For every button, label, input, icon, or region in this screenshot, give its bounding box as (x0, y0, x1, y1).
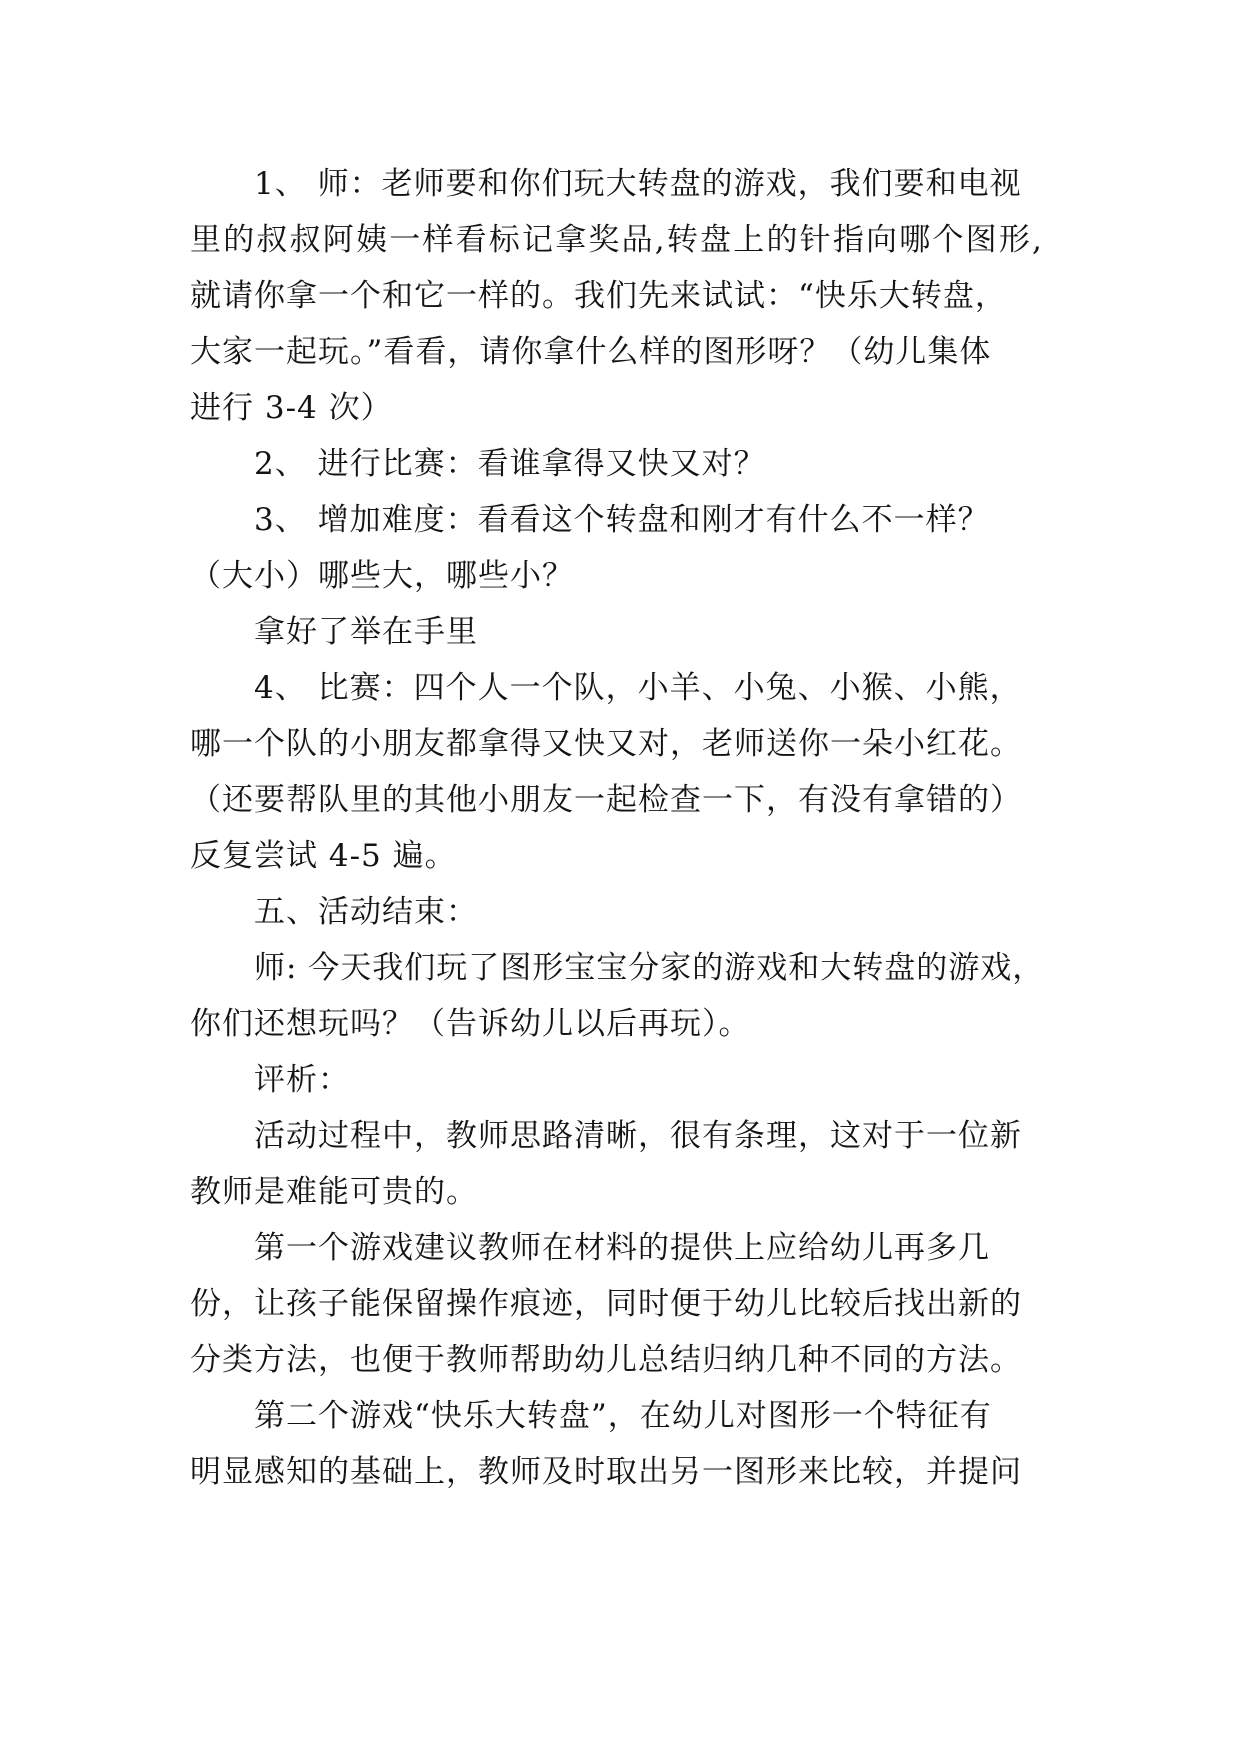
text-line: 你们还想玩吗？（告诉幼儿以后再玩）。 (190, 1006, 751, 1042)
text-line: 进行 3-4 次） (190, 390, 393, 426)
text-line: 1、 师：老师要和你们玩大转盘的游戏，我们要和电视 (254, 166, 1022, 202)
text-line: 师: 今天我们玩了图形宝宝分家的游戏和大转盘的游戏， (254, 950, 1045, 986)
text-line: 3、 增加难度：看看这个转盘和刚才有什么不一样？ (254, 502, 990, 538)
text-line: （还要帮队里的其他小朋友一起检查一下，有没有拿错的） (190, 782, 1022, 818)
section-heading: 五、活动结束： (254, 894, 478, 930)
text-line: 分类方法，也便于教师帮助幼儿总结归纳几种不同的方法。 (190, 1342, 1022, 1378)
text-line: 第一个游戏建议教师在材料的提供上应给幼儿再多几 (254, 1230, 990, 1266)
section-heading: 评析： (254, 1062, 350, 1098)
text-line: 活动过程中，教师思路清晰，很有条理，这对于一位新 (254, 1118, 1022, 1154)
text-line: 第二个游戏“快乐大转盘”，在幼儿对图形一个特征有 (254, 1398, 992, 1434)
text-line: 2、 进行比赛：看谁拿得又快又对？ (254, 446, 766, 482)
text-line: 教师是难能可贵的。 (190, 1174, 478, 1210)
text-line: 就请你拿一个和它一样的。我们先来试试：“快乐大转盘， (190, 278, 1007, 314)
text-line: 哪一个队的小朋友都拿得又快又对，老师送你一朵小红花。 (190, 726, 1022, 762)
text-line: 里的叔叔阿姨一样看标记拿奖品,转盘上的针指向哪个图形, (190, 222, 1045, 258)
text-line: 反复尝试 4-5 遍。 (190, 838, 457, 874)
text-line: （大小）哪些大，哪些小？ (190, 558, 574, 594)
text-line: 明显感知的基础上，教师及时取出另一图形来比较，并提问 (190, 1454, 1022, 1490)
text-line: 份，让孩子能保留操作痕迹，同时便于幼儿比较后找出新的 (190, 1286, 1022, 1322)
text-line: 大家一起玩。”看看，请你拿什么样的图形呀？（幼儿集体 (190, 334, 992, 370)
text-line: 4、 比赛：四个人一个队，小羊、小兔、小猴、小熊， (254, 670, 1022, 706)
text-line: 拿好了举在手里 (254, 614, 478, 650)
